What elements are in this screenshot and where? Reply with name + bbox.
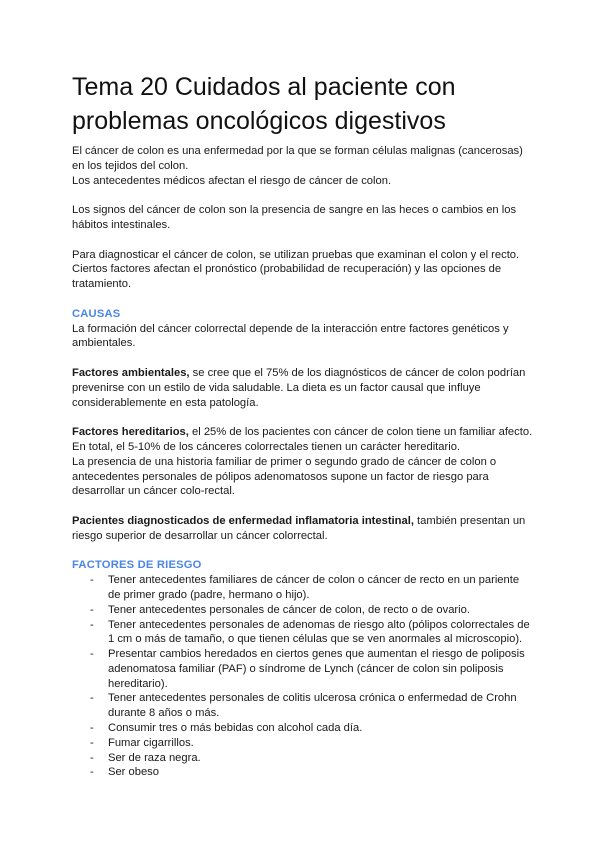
factores-ambientales-label: Factores ambientales,	[72, 366, 190, 379]
intro-paragraph-5: Ciertos factores afectan el pronóstico (probabilidad de recuperación) y las opciones de tratamiento.	[72, 263, 502, 291]
factores-hereditarios-paragraph	[72, 425, 534, 455]
inflamatoria-paragraph	[72, 514, 534, 544]
inflamatoria-text: también presentan un riesgo superior de desarrollar un cáncer colorrectal.	[72, 514, 526, 542]
list-item: - Consumir tres o más bebidas con alcohol cada día.	[90, 722, 363, 735]
list-item: - Tener antecedentes familiares de cáncer de colon o cáncer de recto en un pariente de primer grado (padre, hermano o hijo).	[90, 574, 520, 601]
factores-ambientales-text: se cree que el 75% de los diagnósticos de cáncer de colon podrían prevenirse con un estilo de vida saludable. La dieta es un factor causal que influye considerablemente en esta patología.	[72, 366, 526, 409]
document-page	[72, 70, 534, 780]
factores-hereditarios-text: el 25% de los pacientes con cáncer de colon tiene un familiar afecto. En total, el 5-10% de los cánceres colorrectales tienen un carácter hereditario.	[72, 426, 533, 453]
list-item: - Presentar cambios heredados en ciertos genes que aumentan el riesgo de poliposis adenomatosa familiar (PAF) o síndrome de Lynch (cáncer de colon sin poliposis hereditario).	[90, 648, 525, 690]
inflamatoria-label: Pacientes diagnosticados de enfermedad inflamatoria intestinal,	[72, 514, 414, 527]
causas-heading: CAUSAS	[72, 307, 121, 320]
intro-paragraph-4: Para diagnosticar el cáncer de colon, se utilizan pruebas que examinan el colon y el recto.	[72, 248, 520, 261]
causas-intro: La formación del cáncer colorrectal depende de la interacción entre factores genéticos y ambientales.	[72, 322, 509, 350]
intro-paragraph-1: El cáncer de colon es una enfermedad por la que se forman células malignas (cancerosas) en los tejidos del colon.	[72, 145, 523, 172]
list-item: - Fumar cigarrillos.	[90, 736, 194, 749]
factores-hereditarios-paragraph-2: La presencia de una historia familiar de primer o segundo grado de cáncer de colon o antecedentes personales de pólipos adenomatosos supone un factor de riesgo para desarrollar un cáncer colo-rectal.	[72, 455, 497, 498]
intro-paragraph-3: Los signos del cáncer de colon son la presencia de sangre en las heces o cambios en los hábitos intestinales.	[72, 204, 517, 231]
list-item: - Ser de raza negra.	[90, 751, 201, 764]
factores-ambientales-paragraph	[72, 366, 534, 410]
page-title: Tema 20 Cuidados al paciente con problemas oncológicos digestivos	[72, 73, 456, 135]
list-item: - Ser obeso	[90, 766, 159, 779]
intro-paragraph-2: Los antecedentes médicos afectan el riesgo de cáncer de colon.	[72, 174, 392, 187]
factores-riesgo-heading: FACTORES DE RIESGO	[72, 559, 202, 572]
list-item: - Tener antecedentes personales de cáncer de colon, de recto o de ovario.	[90, 603, 470, 616]
factores-hereditarios-label: Factores hereditarios,	[72, 426, 189, 439]
list-item: - Tener antecedentes personales de adenomas de riesgo alto (pólipos colorrectales de 1 cm o más de tamaño, o que tienen células que se ven anormales al microscopio).	[90, 618, 530, 646]
list-item: - Tener antecedentes personales de colitis ulcerosa crónica o enfermedad de Crohn durante 8 años o más.	[90, 692, 517, 720]
factores-riesgo-list	[72, 573, 534, 780]
